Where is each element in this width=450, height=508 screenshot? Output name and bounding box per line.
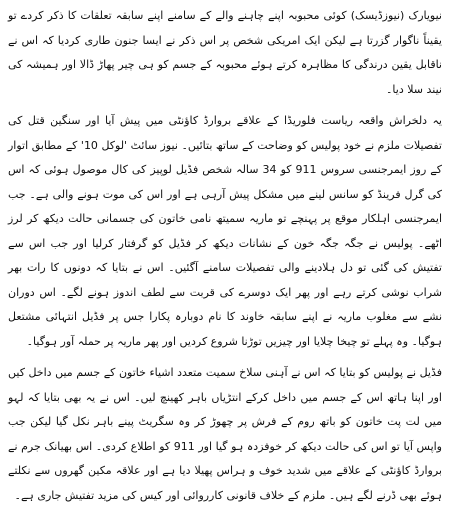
article-paragraph-1: نیویارک (نیوزڈیسک) کوئی محبوبہ اپنے چاہنے والے کے سامنے اپنے سابقہ تعلقات کا ذکر کردے تو یقیناً ناگوار گزرتا ہے لیکن ایک امریکی شخص پر اس ذکر نے ایسا جنون طاری کردیا کہ اس نے ناقابل یقین درندگی کا مظاہرہ کرتے ہوئے محبوبہ کے جسم کو ہی چیر پھاڑ ڈالا اور ہمیشہ کی نیند سلا دیا۔ — [8, 9, 442, 96]
article-paragraph-3: فڈیل نے پولیس کو بتایا کہ اس نے آہنی سلاخ سمیت متعدد اشیاء خاتون کے جسم میں داخل کیں اور اپنا ہاتھ اس کے جسم میں داخل کرکے انتڑیاں باہر کھینچ لیں۔ اس نے یہ بھی بتایا کہ لہو میں لت پت خاتون کو باتھ روم کے فرش پر چھوڑ کر وہ سگریٹ پینے باہر نکل گیا لیکن جب واپس آیا تو اس کی حالت دیکھ کر خوفزدہ ہو گیا اور 911 کو اطلاع کردی۔ اس بھیانک جرم نے بروارڈ کاؤنٹی کے علاقے میں شدید خوف و ہراس پھیلا دیا ہے اور علاقہ مکین گھروں سے نکلتے ہوئے بھی ڈرنے لگے ہیں۔ ملزم کے خلاف قانونی کارروائی اور کیس کی مزید تفتیش جاری ہے۔ — [8, 366, 442, 502]
article-paragraph-2: یہ دلخراش واقعہ ریاست فلوریڈا کے علاقے بروارڈ کاؤنٹی میں پیش آیا اور سنگین قتل کی تفصیلات ملزم نے خود پولیس کو وضاحت کے ساتھ بتائیں۔ نیوز سائٹ 'لوکل 10' کے مطابق اتوار کے روز ایمرجنسی سروس 911 کو 34 سالہ شخص فڈیل لوپیز کی کال موصول ہوئی کہ اس کی گرل فرینڈ کو سانس لینے میں مشکل پیش آرہی ہے اور اس کی موت ہونے والی ہے۔ جب ایمرجنسی اہلکار موقع پر پہنچے تو ماریہ سمیتھ نامی خاتون کی جسمانی حالت دیکھ کر لرز اٹھے۔ پولیس نے جگہ جگہ خون کے نشانات دیکھ کر فڈیل کو گرفتار کرلیا اور جب اس سے تفتیش کی گئی تو دل ہلادینے والی تفصیلات سامنے آگئیں۔ اس نے بتایا کہ دونوں کا رات بھر شراب نوشی کرتے رہے اور پھر ایک دوسرے کی قربت سے لطف اندوز ہونے لگے۔ اس دوران نشے سے مغلوب ماریہ نے اپنے سابقہ خاوند کا نام دوبارہ پکارا جس پر فڈیل انتہائی مشتعل ہوگیا۔ وہ پہلے تو چیخا چلایا اور چیزیں توڑنا شروع کردیں اور پھر ماریہ پر حملہ آور ہوگیا۔ — [8, 114, 442, 348]
